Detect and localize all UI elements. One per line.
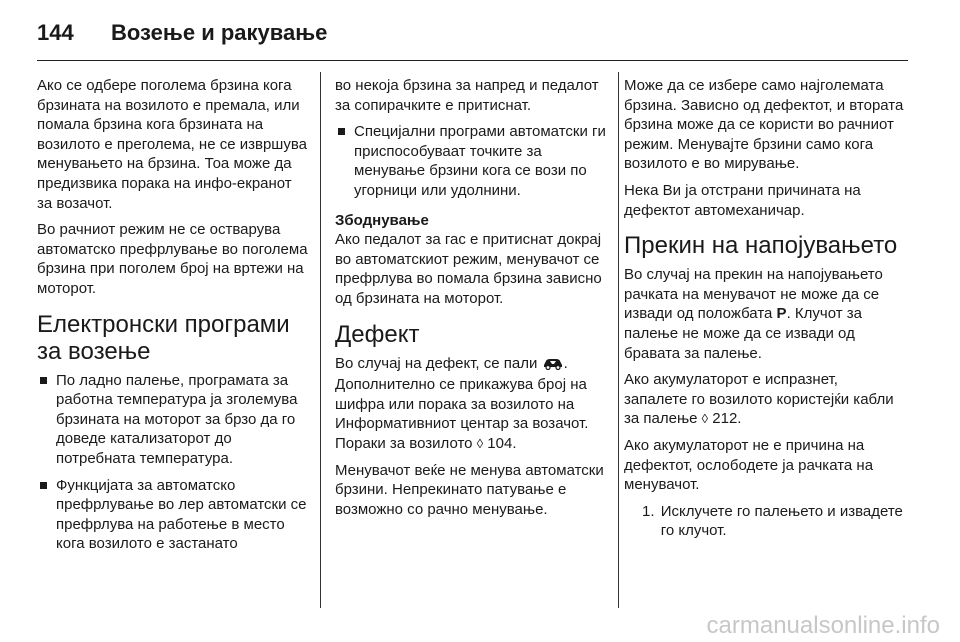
page-number: 144 (37, 20, 74, 45)
paragraph: Во случај на прекин на напојувањето рачката на менувачот не може да се извади од положбата P. Клучот за палење не може да се извади од бравата за палење. (624, 266, 883, 362)
section-heading-power-interruption: Прекин на напојувањето (624, 232, 898, 260)
reference-arrow-icon: ◊ (701, 411, 709, 427)
section-heading-fault: Дефект (335, 320, 420, 348)
paragraph: Може да се избере само најголемата брзина. Зависно од дефектот, и втората брзина може да се користи во рачниот режим. Менувајте брзини само кога возилото е во мирување. (624, 77, 904, 173)
paragraph: Ако акумулаторот е испразнет, запалете го возилото користејќи кабли за палење ◊ 212. (624, 371, 894, 428)
numbered-step (642, 502, 904, 541)
section-heading-electronic-programs: Електронски програми за возење (37, 310, 290, 365)
column-1 (37, 76, 309, 561)
reference-arrow-icon: ◊ (476, 435, 484, 451)
bullet-list (335, 122, 607, 200)
subheading-kickdown: Збоднување (335, 211, 429, 229)
page-reference[interactable]: 212. (712, 410, 742, 428)
paragraph: Во рачниот режим не се остварува автоматско префрлување во поголема брзина при поголем број на вртежи на моторот. (37, 221, 308, 297)
gear-position-p: P (776, 305, 787, 323)
page-reference[interactable]: 104. (487, 434, 517, 452)
step-number: 1. (642, 502, 655, 520)
paragraph: Ако акумулаторот не е причина на дефектот, ослободете ја рачката на менувачот. (624, 436, 874, 494)
column-divider-1 (320, 72, 321, 608)
paragraph: Ако педалот за гас е притиснат докрај во автоматскиот режим, менувачот се префрлува во помала брзина зависно од брзината на моторот. (335, 231, 602, 307)
page-header (37, 20, 327, 46)
paragraph: Ако се одбере поголема брзина кога брзината на возилото е премала, или помала брзина кога брзината на возилото е преголема, не се извршува менувањето на брзина. Тоа може да предизвика порака на инфо-екранот за возачот. (37, 77, 307, 212)
page-title: Возење и ракување (111, 20, 328, 45)
watermark: carmanualsonline.info (706, 612, 940, 639)
column-2 (335, 76, 607, 526)
bullet-list (37, 371, 309, 554)
paragraph: Нека Ви ја отстрани причината на дефектот автомеханичар. (624, 181, 861, 219)
car-with-wrench-icon (542, 356, 564, 376)
header-rule (37, 60, 908, 61)
list-item: По ладно палење, програмата за работна температура ја зголемува брзината на моторот за брзо да го доведе катализаторот до потребната температура. (37, 371, 309, 469)
paragraph: Менувачот веќе не менува автоматски брзини. Непрекинато патување е возможно со рачно менување. (335, 461, 604, 518)
column-divider-2 (618, 72, 619, 608)
paragraph: Во случај на дефект, се пали . Дополнително се прикажува број на шифра или порака за возилото на Информативниот центар за возачот. Пораки за возилото ◊ 104. (335, 354, 589, 452)
list-item-continuation: во некоја брзина за напред и педалот за сопирачките е притиснат. (335, 77, 599, 114)
list-item: Специјални програми автоматски ги приспособуваат точките за менување брзини кога се вози по угорници или удолнини. (335, 122, 607, 200)
column-3 (624, 76, 904, 541)
list-item: Функцијата за автоматско префрлување во лер автоматски се префрлува на работење в место кога возилото е застанато (37, 476, 309, 554)
step-text: Исклучете го палењето и извадете го клучот. (660, 502, 903, 540)
